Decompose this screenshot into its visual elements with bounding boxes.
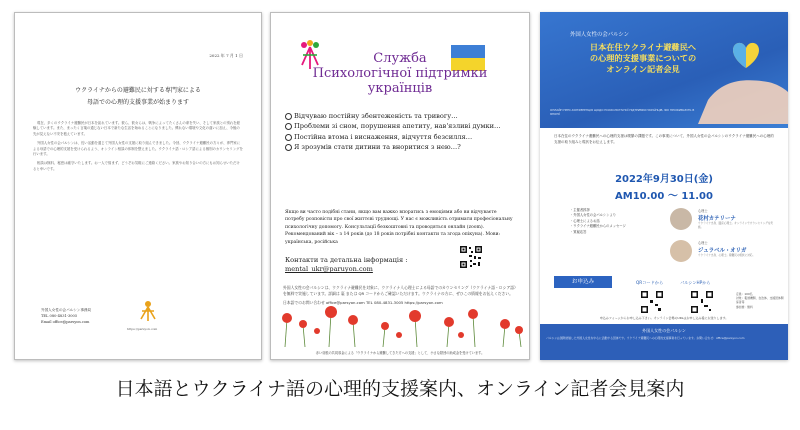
japanese-note-text: 外国人女性の会パルシンは、ウクライナ避難民を対象に、ウクライナ人心理士による母語でのカウンセリング（ウクライナ語・ロシア語）を無料で実施しています。詳細は 裏 または QR コードからご確認いただけます。ウクライナの方に、ぜひこの情報をお伝えください。	[283, 285, 516, 296]
flyer-title-line: Служба	[373, 51, 427, 66]
flyer-title	[277, 51, 523, 96]
org-tel: TEL 080-4831-3005	[41, 314, 78, 318]
qr-code-icon[interactable]	[640, 290, 664, 314]
notice-date: 2022 年 7 月 1 日	[209, 53, 243, 58]
notice-org-block	[41, 307, 91, 325]
apply-button[interactable]: お申込み	[554, 276, 612, 288]
qr-label: QRコードから	[636, 280, 664, 285]
press-conference-flyer	[540, 12, 788, 360]
poppy-flowers-illustration	[271, 291, 530, 347]
hands-heart-icon	[698, 20, 788, 124]
event-details: 定員：100名 対象：報道機関、自治体、支援団体関係者等 参加費：無料	[736, 292, 784, 309]
flyer-footer-band	[540, 324, 788, 360]
org-url: https://parsyon.com	[127, 327, 158, 331]
notice-body	[33, 121, 243, 176]
org-name: 外国人女性の会パルシン事務局	[41, 308, 92, 312]
contact-block	[285, 256, 435, 274]
parsyon-logo-icon	[133, 295, 163, 325]
flyer-hero-banner	[540, 12, 788, 128]
contact-email-link[interactable]: mental_ukr@paruyon.com	[285, 265, 373, 273]
footer-text: パルシンは国際結婚した外国人女性を中心に活動する団体です。ウクライナ避難民への心理的支援事業を行っています。お問い合わせ：office@parsyon.com	[546, 336, 745, 340]
event-date: 2022年9月30日(金)	[615, 174, 713, 185]
hero-headline: 日本在住ウクライナ避難民への心理的支援事業についてのオンライン記者会見	[589, 42, 697, 74]
ukrainian-flyer-document	[270, 12, 530, 360]
footer-org: 外国人女性の会パルシン	[642, 328, 686, 333]
event-time: AM10.00 ～ 11.00	[615, 191, 713, 202]
list-item: Постійна втома і виснаження, відчуття безсилля…	[285, 132, 519, 142]
list-item: Я зрозумів стати дитини та вноритися з нею…?	[285, 142, 519, 152]
speaker-desc: ウクライナ出身、臨床心理士。オンラインでカウンセリングを実施。	[698, 222, 774, 229]
notice-paragraph: 現在、多くのウクライナ避難民が日本を訪れています。彼ら、彼女らは、戦争によってたくさんの命を失い、そして家族との別れを経験しています。また、まったく言葉の通じない日本で新たな生活を始めることになりました。慣れない環境や文化の違いに加え、今後の先が見えない不安を抱えています。	[33, 121, 241, 136]
hero-org-name: 外国人女性の会パルシン	[570, 32, 630, 38]
avatar	[670, 208, 692, 230]
contact-label: Контакти та детальна інформація :	[285, 256, 408, 264]
list-item: Відчуваю постійну збентеженість та тривогу…	[285, 111, 519, 121]
speaker-role: 心理士	[698, 241, 708, 245]
notice-title-line2: 母語での心理的支援事業が始まります	[86, 99, 189, 106]
speaker-role: 心理士	[698, 209, 708, 213]
speaker-desc: ウクライナ出身、心理士。避難民の相談に対応。	[698, 254, 755, 257]
flyer-bottom-note: 赤い羽根の共同募金による「ウクライナから避難してきた方への支援」として、小さな財団の助成金を受けています。	[315, 351, 485, 355]
notice-paragraph: 外国人女性の会パルシンは、長い活動を通じて外国人女性の支援に取り組んできました。今回、ウクライナ避難民の方々が、専門家による母語での心理的支援を受けられるよう、オンライン相談の体制を整えました。ウクライナ語・ロシア語による個別のカウンセリングを行います。	[33, 141, 243, 157]
flyer-title-line: Психологічної підтримки	[312, 66, 488, 81]
speaker-name: 花村カテリーナ	[698, 216, 736, 222]
flyer-paragraph: Якщо ви часто подібні стани, якщо вам важко впоратись з емоціями або ви відчуваєте потребу розповісти про свої життєві труднощі. У нас є можливість отримати професіональну психологічну допомогу. Консультації безкоштовні та проводяться онлайн (zoom). Рекомендований вік – з 14 років (до 18 років потрібні контакти та згода опікуна). Мови: українська, російська	[285, 210, 513, 245]
speaker-name: ジュラベル・オリガ	[698, 248, 747, 254]
list-item: Проблеми зі сном, порушення апетиту, нав'язливі думки…	[285, 121, 519, 131]
homepage-label: パルシンHPから	[680, 280, 711, 285]
hero-subtitle: ОНЛАЙН ПРЕС-КОНФЕРЕНЦІЯ ЩОДО ПСИХОЛОГІЧНОЇ ПІДТРИМКИ УКРАЇНЦІВ, ЯКІ ПРОЖИВАЮТЬ В ЯПОНІЇ	[550, 108, 695, 116]
flyer-intro: 日本在住のウクライナ避難民への心理的支援は喫緊の課題です。この事業について、外国人女性の会パルシンのウクライナ避難民への心理的支援の取り組みと現状をお伝えします。	[554, 134, 774, 144]
flyer-title-line: українців	[367, 81, 433, 96]
avatar	[670, 240, 692, 262]
apply-instructions: 申込みフォームからお申し込み下さい。オンライン会場のURLはお申し込み後にお送りします。	[599, 316, 729, 320]
japanese-contact-line: 日本語でのお問い合わせ office@parsyon.com TEL 080-4831-3005 https://parsyon.com	[283, 300, 443, 305]
qr-code-icon[interactable]	[690, 290, 714, 314]
symptom-list	[285, 111, 519, 153]
japanese-notice-document	[14, 12, 262, 360]
org-email: Email office@parsyon.com	[41, 320, 90, 324]
event-datetime	[540, 170, 788, 202]
image-caption: 日本語とウクライナ語の心理的支援案内、オンライン記者会見案内	[115, 378, 685, 400]
qr-code-icon[interactable]	[459, 245, 483, 269]
event-program: ・主催者挨拶 ・外国人女性の会パルシンより ・心理士によるお話 ・ウクライナ避難民からのメッセージ ・質疑応答	[570, 208, 626, 234]
notice-paragraph: 相談は無料、秘密は厳守いたします。お一人で悩まず、どうぞお気軽にご連絡ください。家族やお知り合いの方にもお知らせいただけると幸いです。	[33, 161, 240, 171]
notice-title-line1: ウクライナからの避難民に対する専門家による	[75, 87, 201, 94]
